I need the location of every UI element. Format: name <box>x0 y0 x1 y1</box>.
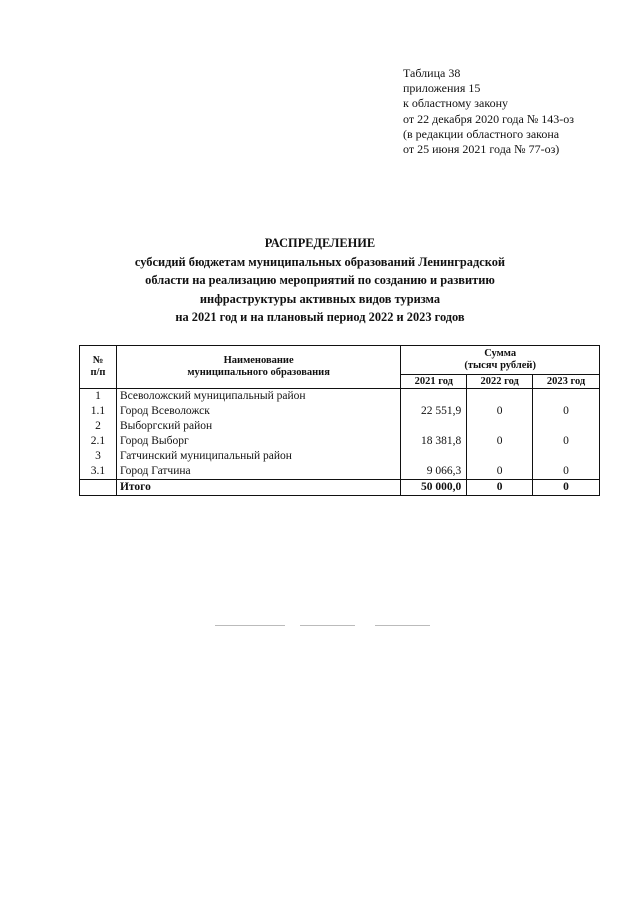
title-line: инфраструктуры активных видов туризма <box>199 291 441 306</box>
row-value-2023: 0 <box>533 464 600 480</box>
title-line: на 2021 год и на плановый период 2022 и 2023 годов <box>175 310 465 324</box>
header-line: (в редакции областного закона <box>403 126 560 141</box>
column-header-name: Наименование муниципального образования <box>116 346 400 389</box>
row-value-2023 <box>533 389 600 405</box>
scan-artifact-line <box>375 625 430 626</box>
row-value-2021 <box>401 389 467 405</box>
row-value-2021: 18 381,8 <box>401 434 467 449</box>
total-row <box>80 480 600 496</box>
total-number-cell <box>80 480 117 496</box>
document-title <box>60 234 580 327</box>
row-value-2021: 9 066,3 <box>401 464 467 480</box>
row-value-2023: 0 <box>533 404 600 419</box>
header-line: приложения 15 <box>403 81 481 96</box>
column-header-year: 2022 год <box>467 375 533 389</box>
total-value-2023: 0 <box>533 480 600 496</box>
row-value-2022 <box>467 449 533 464</box>
row-number: 1.1 <box>80 404 117 419</box>
row-number: 3 <box>80 449 117 464</box>
distribution-table <box>79 345 600 496</box>
table-row <box>80 449 600 464</box>
row-value-2022 <box>467 419 533 434</box>
table-row <box>80 389 600 405</box>
title-line: области на реализацию мероприятий по созданию и развитию <box>145 273 495 287</box>
column-header-number: № п/п <box>80 346 117 389</box>
row-number: 1 <box>80 389 117 405</box>
title-heading: РАСПРЕДЕЛЕНИЕ <box>264 236 376 250</box>
row-value-2021 <box>401 449 467 464</box>
total-value-2021: 50 000,0 <box>401 480 467 496</box>
row-value-2022: 0 <box>467 434 533 449</box>
total-label: Итого <box>116 480 400 496</box>
row-name: Гатчинский муниципальный район <box>116 449 400 464</box>
column-header-sum: Сумма (тысяч рублей) <box>401 346 600 375</box>
row-value-2023: 0 <box>533 434 600 449</box>
header-line: к областному закону <box>403 96 509 111</box>
row-value-2022 <box>467 389 533 405</box>
scan-artifact-line <box>300 625 355 626</box>
row-name: Город Гатчина <box>116 464 400 480</box>
table-row <box>80 434 600 449</box>
column-header-year: 2023 год <box>533 375 600 389</box>
row-name: Всеволожский муниципальный район <box>116 389 400 405</box>
row-value-2022: 0 <box>467 464 533 480</box>
header-line: от 25 июня 2021 года № 77-оз) <box>403 142 560 157</box>
row-name: Город Всеволожск <box>116 404 400 419</box>
row-name: Выборгский район <box>116 419 400 434</box>
table-row <box>80 419 600 434</box>
total-value-2022: 0 <box>467 480 533 496</box>
row-number: 2 <box>80 419 117 434</box>
row-name: Город Выборг <box>116 434 400 449</box>
title-line: субсидий бюджетам муниципальных образований Ленинградской <box>134 254 506 269</box>
row-value-2022: 0 <box>467 404 533 419</box>
row-number: 3.1 <box>80 464 117 480</box>
table-row <box>80 464 600 480</box>
row-value-2021 <box>401 419 467 434</box>
row-number: 2.1 <box>80 434 117 449</box>
document-header <box>403 66 574 157</box>
header-line: Таблица 38 <box>403 66 461 80</box>
table-row <box>80 404 600 419</box>
header-line: от 22 декабря 2020 года № 143-оз <box>403 111 575 126</box>
row-value-2021: 22 551,9 <box>401 404 467 419</box>
row-value-2023 <box>533 419 600 434</box>
scan-artifact-line <box>215 625 285 626</box>
column-header-year: 2021 год <box>401 375 467 389</box>
row-value-2023 <box>533 449 600 464</box>
